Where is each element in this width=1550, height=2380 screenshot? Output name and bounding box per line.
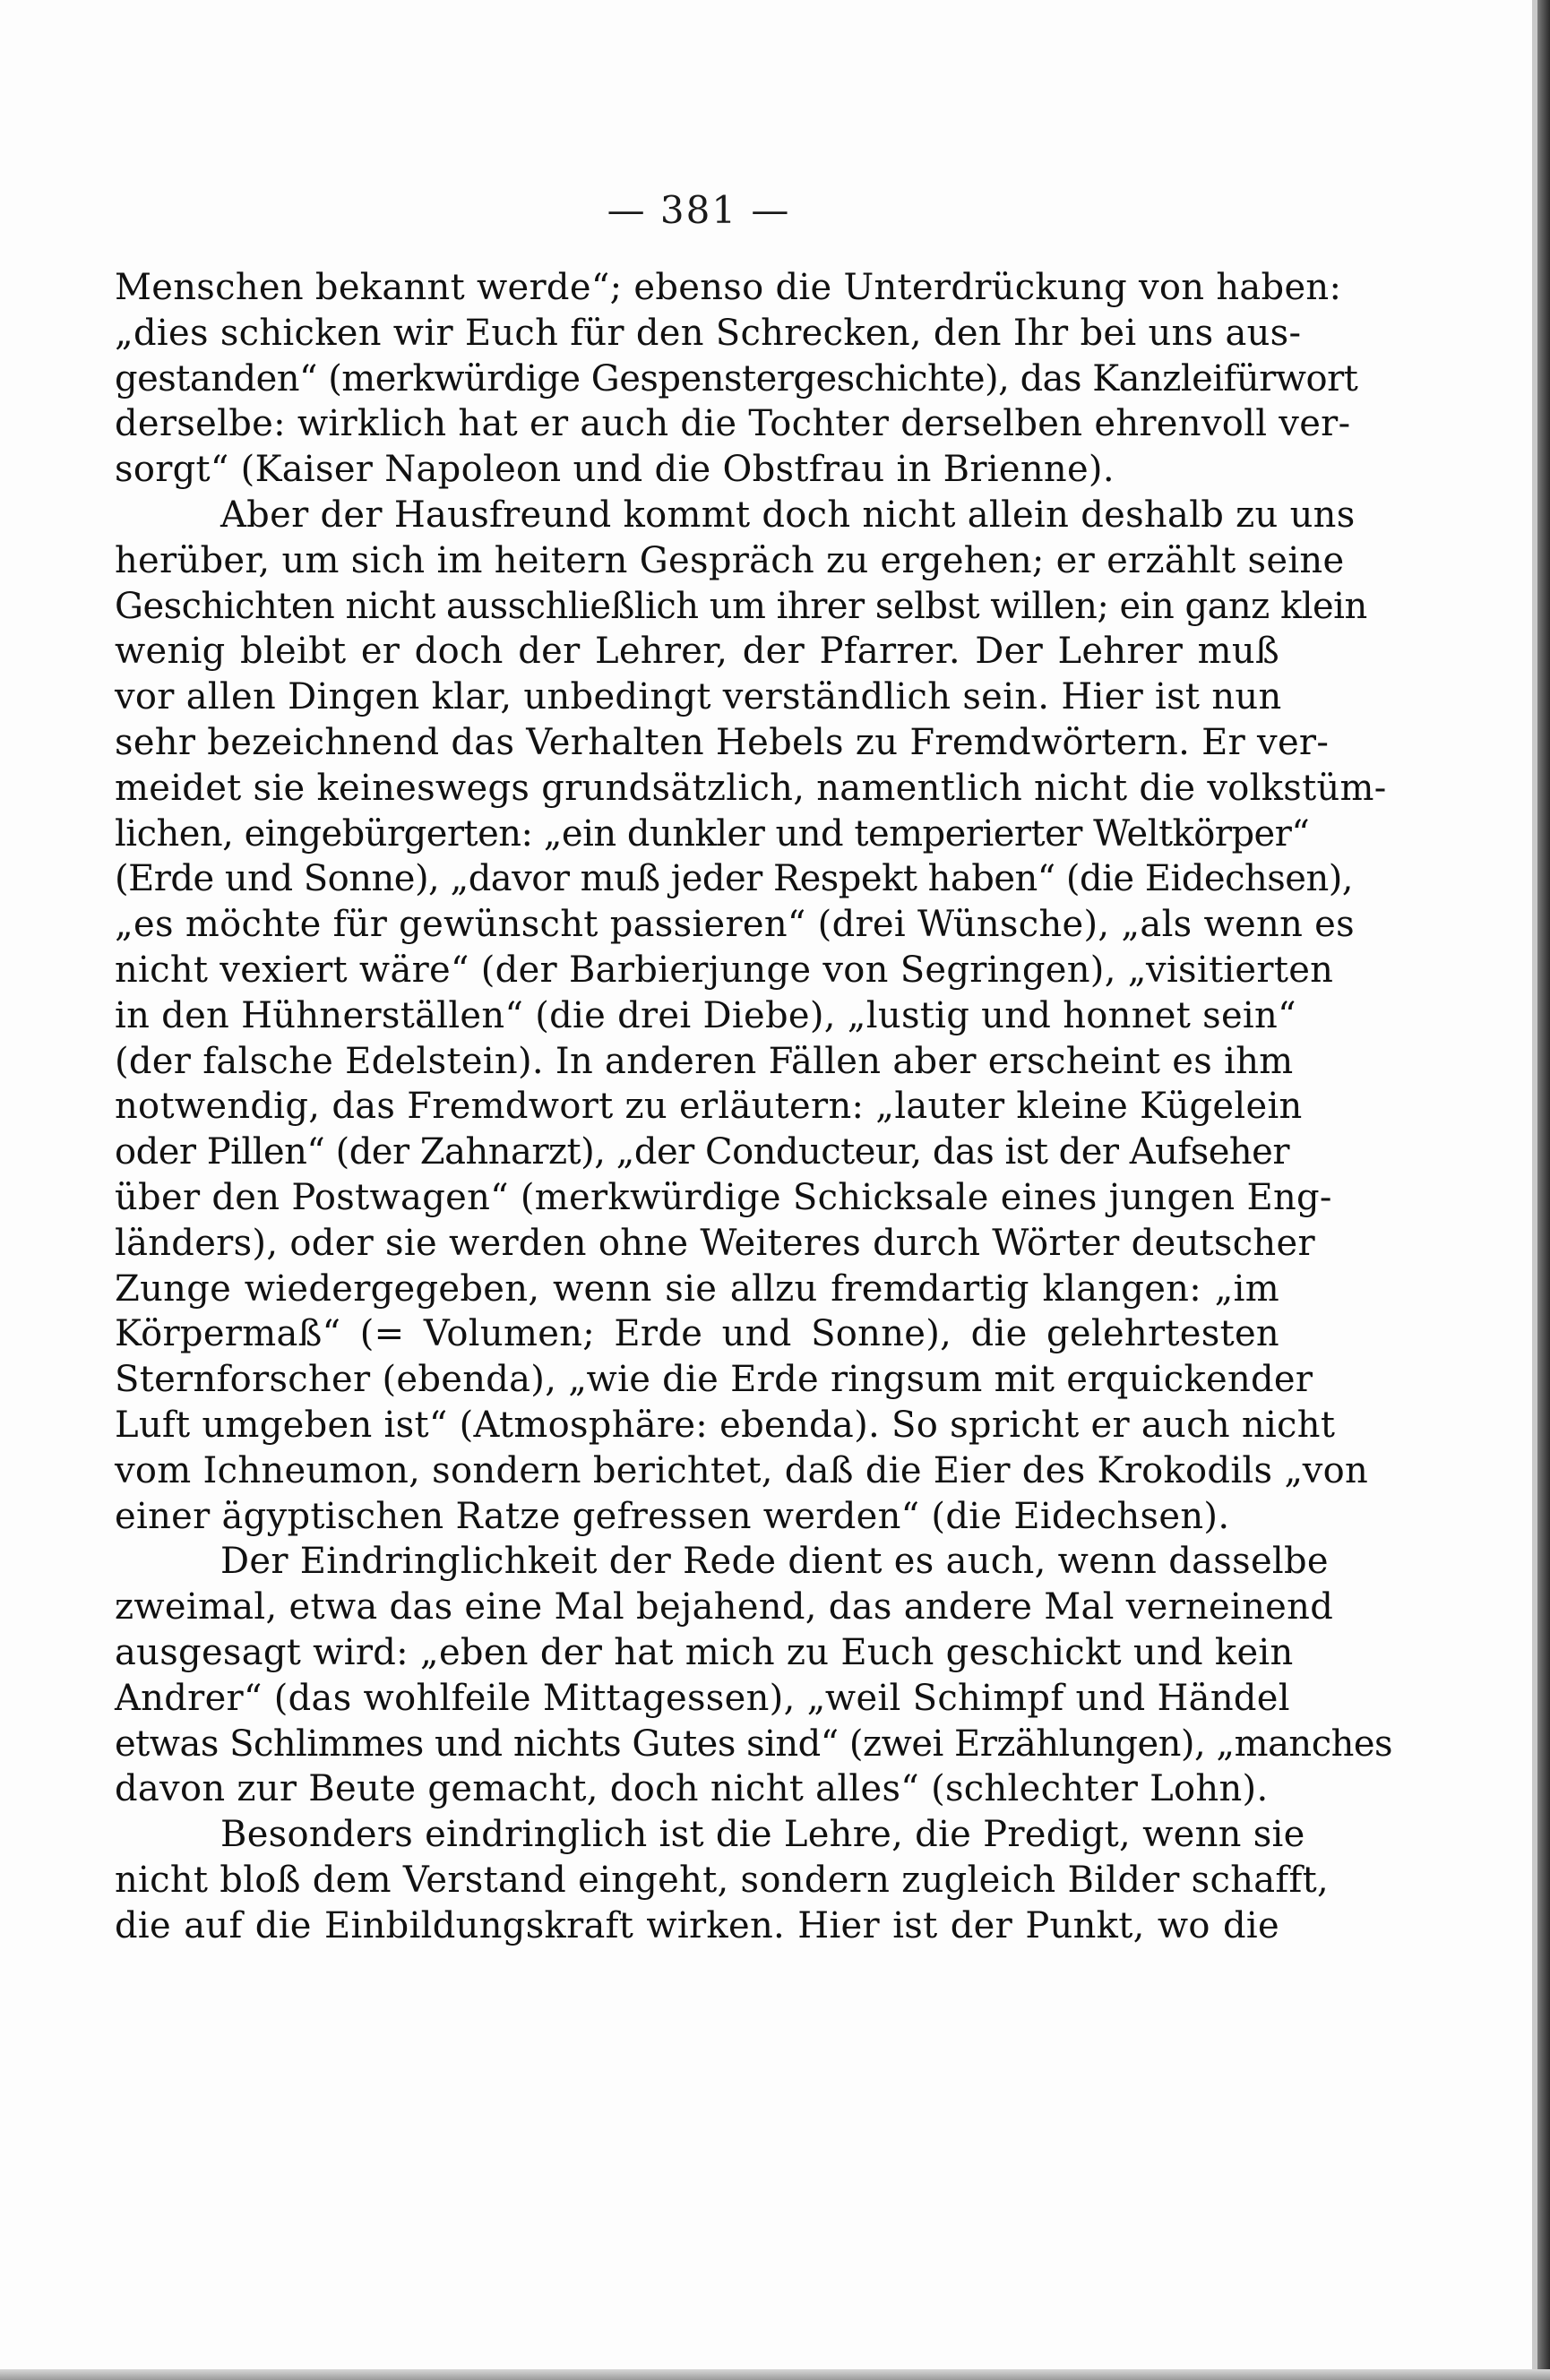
text-line: die auf die Einbildungskraft wirken. Hier ist der Punkt, wo die <box>115 1904 1279 1946</box>
text-line: Menschen bekannt werde“; ebenso die Unterdrückung von haben: <box>115 267 1342 308</box>
text-line: (Erde und Sonne), „davor muß jeder Respekt haben“ (die Eidechsen), <box>115 858 1354 900</box>
text-line: herüber, um sich im heitern Gespräch zu ergehen; er erzählt seine <box>115 539 1345 581</box>
text-line: über den Postwagen“ (merkwürdige Schicksale eines jungen Eng- <box>115 1176 1332 1218</box>
text-line: Zunge wiedergegeben, wenn sie allzu fremdartig klangen: „im <box>115 1267 1279 1310</box>
text-line: etwas Schlimmes und nichts Gutes sind“ (zwei Erzählungen), „manches <box>115 1723 1393 1765</box>
text-line: nicht vexiert wäre“ (der Barbierjunge von Segringen), „visitierten <box>115 949 1334 991</box>
text-line: Aber der Hausfreund kommt doch nicht allein deshalb zu uns <box>220 494 1356 536</box>
text-line: notwendig, das Fremdwort zu erläutern: „lauter kleine Kügelein <box>115 1086 1303 1128</box>
text-line: meidet sie keineswegs grundsätzlich, namentlich nicht die volkstüm- <box>115 767 1387 809</box>
text-line: ausgesagt wird: „eben der hat mich zu Euch geschickt und kein <box>115 1631 1294 1673</box>
text-line: länders), oder sie werden ohne Weiteres durch Wörter deutscher <box>115 1222 1315 1264</box>
text-line: lichen, eingebürgerten: „ein dunkler und temperierter Weltkörper“ <box>115 812 1310 855</box>
body-text <box>115 265 1393 1948</box>
scan-border-bottom <box>0 2369 1550 2380</box>
text-line: in den Hühnerställen“ (die drei Diebe), „lustig und honnet sein“ <box>115 994 1296 1036</box>
text-line: nicht bloß dem Verstand eingeht, sondern zugleich Bilder schafft, <box>115 1859 1330 1901</box>
text-line: sehr bezeichnend das Verhalten Hebels zu Fremdwörtern. Er ver- <box>115 721 1330 763</box>
text-line: vor allen Dingen klar, unbedingt verständlich sein. Hier ist nun <box>115 676 1282 718</box>
text-line: sorgt“ (Kaiser Napoleon und die Obstfrau in Brienne). <box>115 449 1115 491</box>
text-line: zweimal, etwa das eine Mal bejahend, das andere Mal verneinend <box>115 1586 1334 1628</box>
text-line: Andrer“ (das wohlfeile Mittagessen), „weil Schimpf und Händel <box>115 1677 1290 1719</box>
scan-border-right <box>1537 0 1550 2380</box>
text-line: davon zur Beute gemacht, doch nicht alles“ (schlechter Lohn). <box>115 1768 1269 1810</box>
text-line: Luft umgeben ist“ (Atmosphäre: ebenda). So spricht er auch nicht <box>115 1404 1336 1446</box>
text-line: (der falsche Edelstein). In anderen Fällen aber erscheint es ihm <box>115 1040 1294 1082</box>
text-line: gestanden“ (merkwürdige Gespenstergeschichte), das Kanzleifürwort <box>115 357 1358 400</box>
text-line: Körpermaß“ (= Volumen; Erde und Sonne), die gelehrtesten <box>115 1313 1279 1355</box>
page-number: — 381 — <box>607 188 791 232</box>
text-line: einer ägyptischen Ratze gefressen werden“ (die Eidechsen). <box>115 1495 1230 1537</box>
text-line: vom Ichneumon, sondern berichtet, daß die Eier des Krokodils „von <box>115 1449 1369 1491</box>
text-line: Geschichten nicht ausschließlich um ihrer selbst willen; ein ganz klein <box>115 585 1367 627</box>
text-line: wenig bleibt er doch der Lehrer, der Pfarrer. Der Lehrer muß <box>115 631 1279 673</box>
text-line: „es möchte für gewünscht passieren“ (drei Wünsche), „als wenn es <box>115 904 1355 946</box>
text-line: derselbe: wirklich hat er auch die Tochter derselben ehrenvoll ver- <box>115 403 1351 445</box>
text-line: oder Pillen“ (der Zahnarzt), „der Conducteur, das ist der Aufseher <box>115 1131 1289 1173</box>
text-line: Der Eindringlichkeit der Rede dient es auch, wenn dasselbe <box>220 1541 1329 1583</box>
text-line: „dies schicken wir Euch für den Schrecken, den Ihr bei uns aus- <box>115 312 1302 354</box>
text-line: Sternforscher (ebenda), „wie die Erde ringsum mit erquickender <box>115 1359 1313 1401</box>
text-line: Besonders eindringlich ist die Lehre, die Predigt, wenn sie <box>220 1814 1305 1856</box>
